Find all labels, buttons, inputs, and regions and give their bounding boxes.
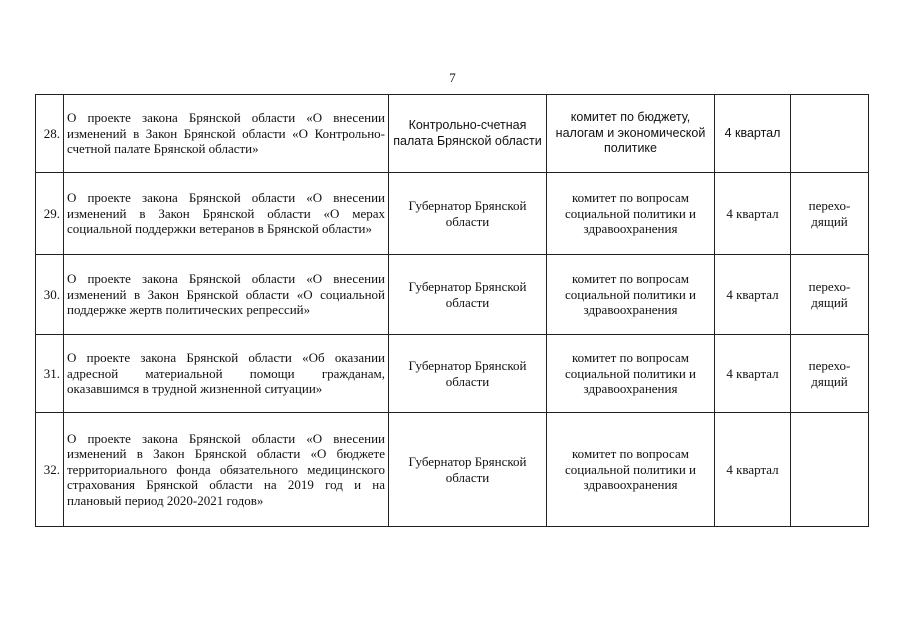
table-row — [36, 335, 869, 413]
deadline: 4 квартал — [715, 255, 791, 335]
page-number: 7 — [449, 70, 456, 85]
row-number: 29. — [36, 173, 64, 255]
note: перехо-дящий — [791, 173, 869, 255]
bill-title: О проекте закона Брянской области «О внесении изменений в Закон Брянской области «О социальной поддержке жертв политических репрессий» — [64, 255, 389, 335]
table-row — [36, 413, 869, 527]
row-number: 32. — [36, 413, 64, 527]
bill-title: О проекте закона Брянской области «О внесении изменений в Закон Брянской области «О мерах социальной поддержки ветеранов в Брянской области» — [64, 173, 389, 255]
responsible-committee: комитет по бюджету, налогам и экономической политике — [547, 95, 715, 173]
row-number: 28. — [36, 95, 64, 173]
responsible-committee: комитет по вопросам социальной политики и здравоохранения — [547, 335, 715, 413]
deadline: 4 квартал — [715, 173, 791, 255]
deadline: 4 квартал — [715, 335, 791, 413]
table-row — [36, 95, 869, 173]
row-number: 30. — [36, 255, 64, 335]
initiator: Губернатор Брянской области — [389, 335, 547, 413]
note — [791, 413, 869, 527]
initiator: Губернатор Брянской области — [389, 413, 547, 527]
note — [791, 95, 869, 173]
legislation-plan-table — [35, 94, 869, 527]
bill-title: О проекте закона Брянской области «О внесении изменений в Закон Брянской области «О бюджете территориального фонда обязательного медицинского страхования Брянской области на 2019 год и на плановый период 2020-2021 годов» — [64, 413, 389, 527]
deadline: 4 квартал — [715, 95, 791, 173]
table-row — [36, 255, 869, 335]
initiator: Губернатор Брянской области — [389, 173, 547, 255]
responsible-committee: комитет по вопросам социальной политики и здравоохранения — [547, 255, 715, 335]
note: перехо-дящий — [791, 255, 869, 335]
table-row — [36, 173, 869, 255]
bill-title: О проекте закона Брянской области «О внесении изменений в Закон Брянской области «О Контрольно-счетной палате Брянской области» — [64, 95, 389, 173]
responsible-committee: комитет по вопросам социальной политики и здравоохранения — [547, 173, 715, 255]
initiator: Контрольно-счетная палата Брянской области — [389, 95, 547, 173]
note: перехо-дящий — [791, 335, 869, 413]
bill-title: О проекте закона Брянской области «Об оказании адресной материальной помощи гражданам, оказавшимся в трудной жизненной ситуации» — [64, 335, 389, 413]
row-number: 31. — [36, 335, 64, 413]
responsible-committee: комитет по вопросам социальной политики и здравоохранения — [547, 413, 715, 527]
initiator: Губернатор Брянской области — [389, 255, 547, 335]
deadline: 4 квартал — [715, 413, 791, 527]
